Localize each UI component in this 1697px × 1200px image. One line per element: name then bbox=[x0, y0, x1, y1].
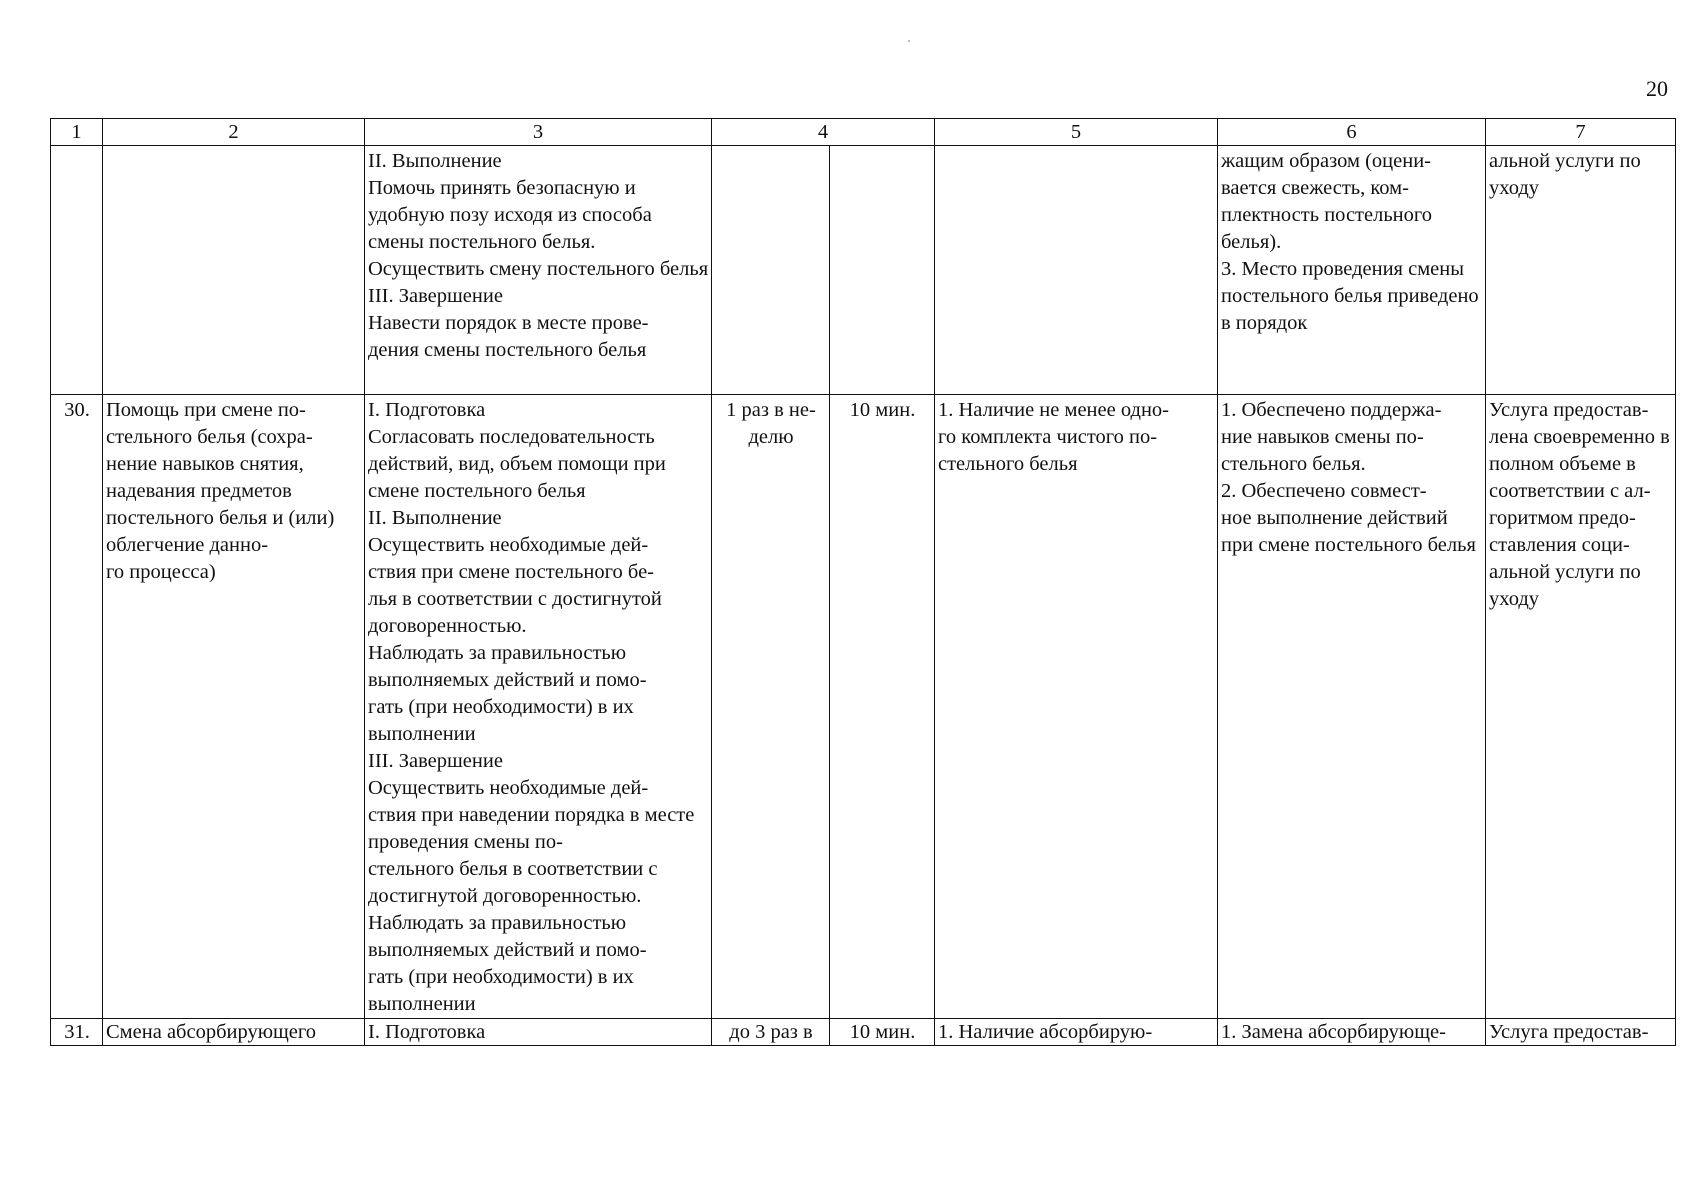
service-duration: 10 мин. bbox=[830, 395, 935, 1019]
service-conditions: 1. Наличие не менее одно- го комплекта чистого по- стельного белья bbox=[935, 395, 1218, 1019]
service-duration: 10 мин. bbox=[830, 1019, 935, 1046]
table-row bbox=[51, 1019, 1676, 1046]
row-number: 31. bbox=[51, 1019, 103, 1046]
service-steps: I. Подготовка Согласовать последовательность действий, вид, объем помощи при смене постельного белья II. Выполнение Осуществить необходимые дей- ствия при смене постельного бе- лья в соответствии с достигнутой договоренностью. Наблюдать за правильностью выполняемых действий и помо- гать (при необходимости) в их выполнении III. Завершение Осуществить необходимые дей- ствия при наведении порядка в месте проведения смены по- стельного белья в соответствии с достигнутой договоренностью. Наблюдать за правильностью выполняемых действий и помо- гать (при необходимости) в их выполнении bbox=[365, 395, 712, 1019]
service-steps: I. Подготовка bbox=[365, 1019, 712, 1046]
service-frequency bbox=[712, 146, 830, 395]
page-number: 20 bbox=[1646, 76, 1668, 101]
scan-speck bbox=[908, 40, 910, 42]
header-cell: 5 bbox=[935, 119, 1218, 146]
header-cell: 3 bbox=[365, 119, 712, 146]
service-evaluation: альной услуги по уходу bbox=[1486, 146, 1676, 395]
services-table bbox=[50, 118, 1676, 1046]
header-cell: 4 bbox=[712, 119, 935, 146]
service-evaluation: Услуга предостав- bbox=[1486, 1019, 1676, 1046]
service-name bbox=[103, 146, 365, 395]
service-frequency: 1 раз в не- делю bbox=[712, 395, 830, 1019]
service-evaluation: Услуга предостав- лена своевременно в полном объеме в соответствии с ал- горитмом предо- ставления соци- альной услуги по уходу bbox=[1486, 395, 1676, 1019]
service-name: Помощь при смене по- стельного белья (сохра- нение навыков снятия, надевания предметов постельного белья и (или) облегчение данно- го процесса) bbox=[103, 395, 365, 1019]
header-cell: 7 bbox=[1486, 119, 1676, 146]
service-result: 1. Обеспечено поддержа- ние навыков смены по- стельного белья. 2. Обеспечено совмест- ное выполнение действий при смене постельного белья bbox=[1218, 395, 1486, 1019]
service-frequency: до 3 раз в bbox=[712, 1019, 830, 1046]
header-cell: 2 bbox=[103, 119, 365, 146]
table-row bbox=[51, 395, 1676, 1019]
service-conditions: 1. Наличие абсорбирую- bbox=[935, 1019, 1218, 1046]
header-cell: 1 bbox=[51, 119, 103, 146]
service-result: жащим образом (оцени- вается свежесть, ком- плектность постельного белья). 3. Место проведения смены постельного белья приведено в порядок bbox=[1218, 146, 1486, 395]
service-name: Смена абсорбирующего bbox=[103, 1019, 365, 1046]
table-row bbox=[51, 146, 1676, 395]
header-cell: 6 bbox=[1218, 119, 1486, 146]
service-result: 1. Замена абсорбирующе- bbox=[1218, 1019, 1486, 1046]
service-duration bbox=[830, 146, 935, 395]
row-number: 30. bbox=[51, 395, 103, 1019]
header-row bbox=[51, 119, 1676, 146]
row-number bbox=[51, 146, 103, 395]
service-conditions bbox=[935, 146, 1218, 395]
service-steps: II. Выполнение Помочь принять безопасную и удобную позу исходя из способа смены постельного белья. Осуществить смену постельного белья III. Завершение Навести порядок в месте прове- дения смены постельного белья bbox=[365, 146, 712, 395]
